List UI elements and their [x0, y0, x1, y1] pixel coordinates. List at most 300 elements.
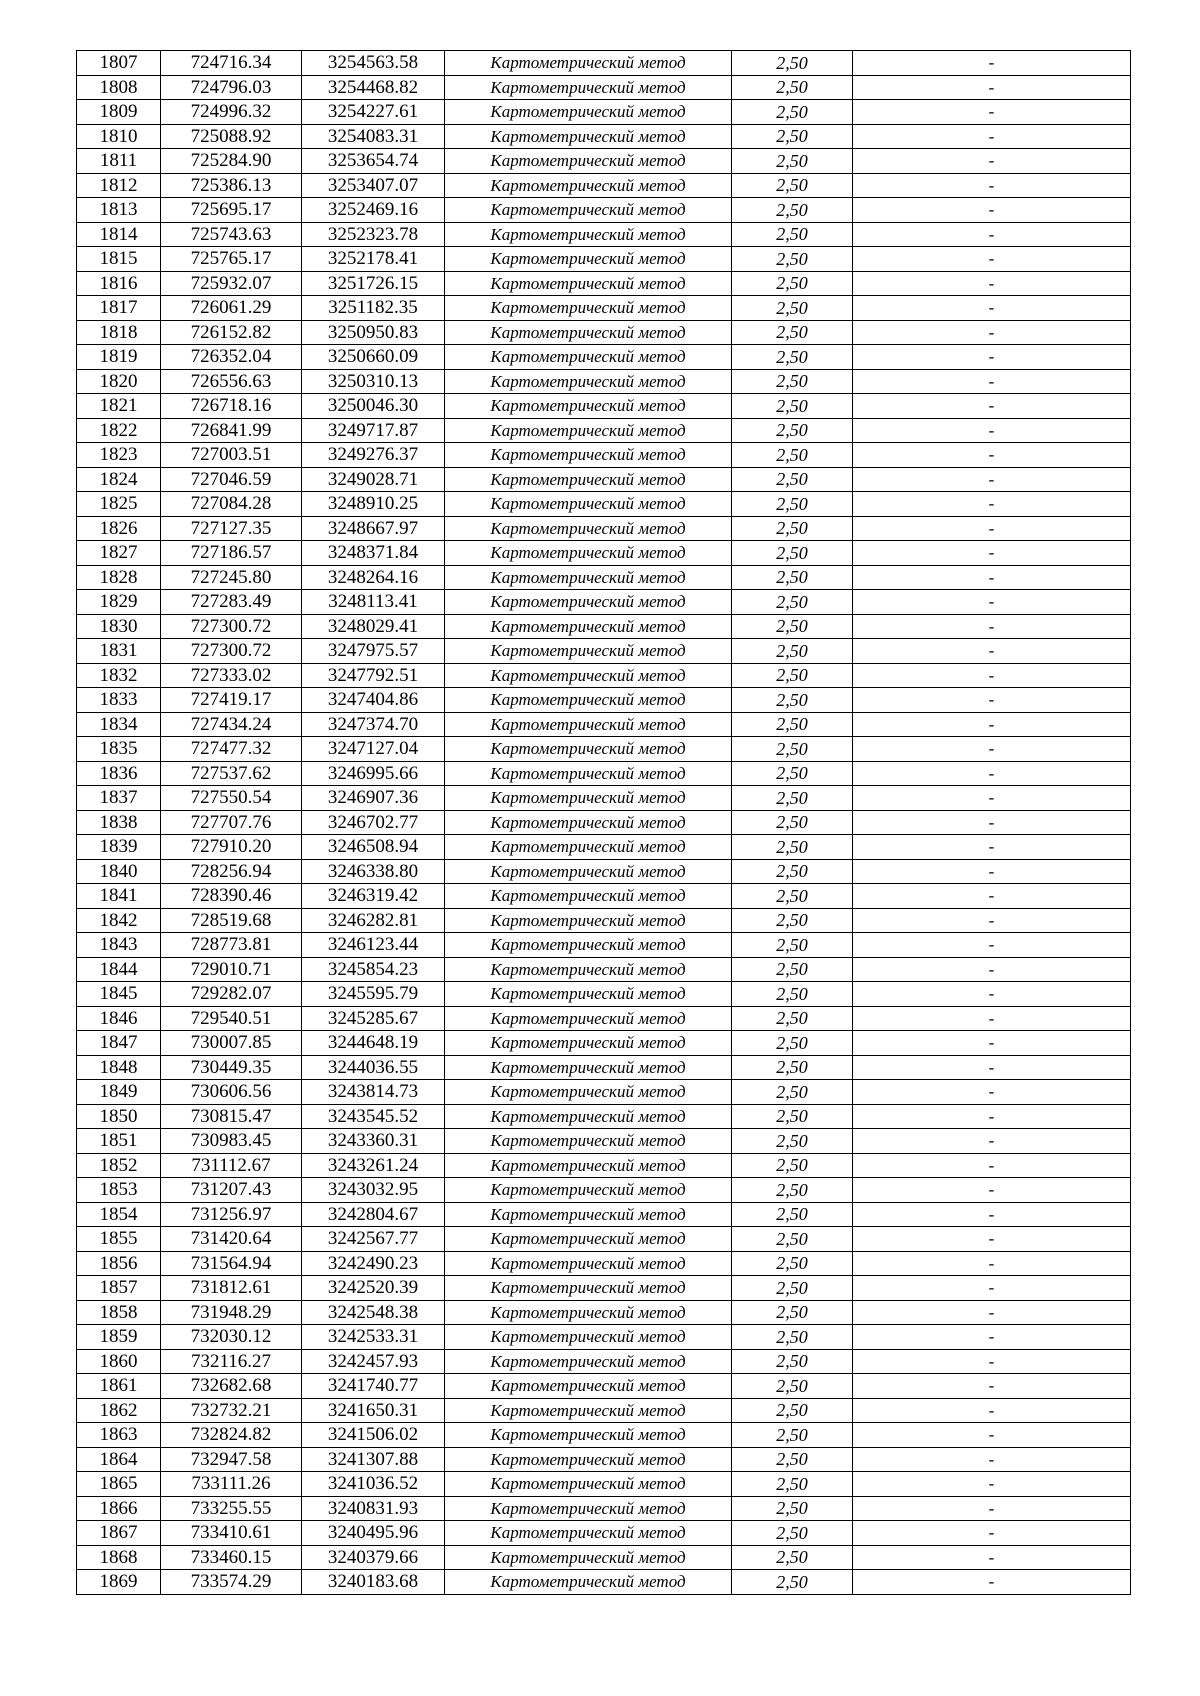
method-cell: Картометрический метод — [445, 810, 732, 835]
x-coordinate-cell: 726061.29 — [161, 296, 302, 321]
point-number-cell: 1827 — [77, 541, 161, 566]
y-coordinate-cell: 3247127.04 — [302, 737, 445, 762]
method-cell: Картометрический метод — [445, 1080, 732, 1105]
accuracy-cell: 2,50 — [732, 786, 853, 811]
method-cell: Картометрический метод — [445, 51, 732, 76]
y-coordinate-cell: 3242457.93 — [302, 1349, 445, 1374]
x-coordinate-cell: 732682.68 — [161, 1374, 302, 1399]
note-cell: - — [853, 737, 1131, 762]
x-coordinate-cell: 725695.17 — [161, 198, 302, 223]
method-cell: Картометрический метод — [445, 1398, 732, 1423]
table-row — [77, 1570, 1131, 1595]
x-coordinate-cell: 725088.92 — [161, 124, 302, 149]
y-coordinate-cell: 3251726.15 — [302, 271, 445, 296]
table-row — [77, 1006, 1131, 1031]
note-cell: - — [853, 908, 1131, 933]
method-cell: Картометрический метод — [445, 75, 732, 100]
accuracy-cell: 2,50 — [732, 1423, 853, 1448]
accuracy-cell: 2,50 — [732, 1374, 853, 1399]
x-coordinate-cell: 732030.12 — [161, 1325, 302, 1350]
x-coordinate-cell: 726718.16 — [161, 394, 302, 419]
accuracy-cell: 2,50 — [732, 859, 853, 884]
y-coordinate-cell: 3246907.36 — [302, 786, 445, 811]
note-cell: - — [853, 100, 1131, 125]
note-cell: - — [853, 320, 1131, 345]
x-coordinate-cell: 728256.94 — [161, 859, 302, 884]
y-coordinate-cell: 3245285.67 — [302, 1006, 445, 1031]
accuracy-cell: 2,50 — [732, 590, 853, 615]
y-coordinate-cell: 3251182.35 — [302, 296, 445, 321]
accuracy-cell: 2,50 — [732, 1202, 853, 1227]
point-number-cell: 1833 — [77, 688, 161, 713]
point-number-cell: 1865 — [77, 1472, 161, 1497]
y-coordinate-cell: 3246319.42 — [302, 884, 445, 909]
x-coordinate-cell: 731948.29 — [161, 1300, 302, 1325]
x-coordinate-cell: 731420.64 — [161, 1227, 302, 1252]
note-cell: - — [853, 688, 1131, 713]
x-coordinate-cell: 732116.27 — [161, 1349, 302, 1374]
accuracy-cell: 2,50 — [732, 761, 853, 786]
note-cell: - — [853, 1521, 1131, 1546]
x-coordinate-cell: 726152.82 — [161, 320, 302, 345]
point-number-cell: 1821 — [77, 394, 161, 419]
x-coordinate-cell: 733460.15 — [161, 1545, 302, 1570]
method-cell: Картометрический метод — [445, 1472, 732, 1497]
accuracy-cell: 2,50 — [732, 1521, 853, 1546]
note-cell: - — [853, 1496, 1131, 1521]
accuracy-cell: 2,50 — [732, 1447, 853, 1472]
accuracy-cell: 2,50 — [732, 149, 853, 174]
note-cell: - — [853, 1472, 1131, 1497]
point-number-cell: 1815 — [77, 247, 161, 272]
method-cell: Картометрический метод — [445, 737, 732, 762]
note-cell: - — [853, 1129, 1131, 1154]
method-cell: Картометрический метод — [445, 884, 732, 909]
x-coordinate-cell: 732824.82 — [161, 1423, 302, 1448]
x-coordinate-cell: 729010.71 — [161, 957, 302, 982]
table-row — [77, 1496, 1131, 1521]
note-cell: - — [853, 835, 1131, 860]
accuracy-cell: 2,50 — [732, 982, 853, 1007]
x-coordinate-cell: 728773.81 — [161, 933, 302, 958]
note-cell: - — [853, 149, 1131, 174]
table-row — [77, 1349, 1131, 1374]
x-coordinate-cell: 727550.54 — [161, 786, 302, 811]
y-coordinate-cell: 3243814.73 — [302, 1080, 445, 1105]
point-number-cell: 1857 — [77, 1276, 161, 1301]
note-cell: - — [853, 1227, 1131, 1252]
y-coordinate-cell: 3246508.94 — [302, 835, 445, 860]
point-number-cell: 1835 — [77, 737, 161, 762]
point-number-cell: 1824 — [77, 467, 161, 492]
note-cell: - — [853, 663, 1131, 688]
y-coordinate-cell: 3246123.44 — [302, 933, 445, 958]
accuracy-cell: 2,50 — [732, 1398, 853, 1423]
method-cell: Картометрический метод — [445, 663, 732, 688]
note-cell: - — [853, 1055, 1131, 1080]
accuracy-cell: 2,50 — [732, 198, 853, 223]
note-cell: - — [853, 565, 1131, 590]
x-coordinate-cell: 733574.29 — [161, 1570, 302, 1595]
y-coordinate-cell: 3244036.55 — [302, 1055, 445, 1080]
table-row — [77, 320, 1131, 345]
method-cell: Картометрический метод — [445, 222, 732, 247]
note-cell: - — [853, 982, 1131, 1007]
x-coordinate-cell: 729540.51 — [161, 1006, 302, 1031]
table-row — [77, 296, 1131, 321]
point-number-cell: 1852 — [77, 1153, 161, 1178]
accuracy-cell: 2,50 — [732, 884, 853, 909]
y-coordinate-cell: 3249028.71 — [302, 467, 445, 492]
note-cell: - — [853, 1374, 1131, 1399]
y-coordinate-cell: 3247404.86 — [302, 688, 445, 713]
accuracy-cell: 2,50 — [732, 467, 853, 492]
note-cell: - — [853, 222, 1131, 247]
note-cell: - — [853, 884, 1131, 909]
note-cell: - — [853, 345, 1131, 370]
note-cell: - — [853, 859, 1131, 884]
table-row — [77, 1300, 1131, 1325]
accuracy-cell: 2,50 — [732, 614, 853, 639]
y-coordinate-cell: 3254083.31 — [302, 124, 445, 149]
accuracy-cell: 2,50 — [732, 320, 853, 345]
accuracy-cell: 2,50 — [732, 1006, 853, 1031]
point-number-cell: 1859 — [77, 1325, 161, 1350]
table-row — [77, 492, 1131, 517]
note-cell: - — [853, 1325, 1131, 1350]
accuracy-cell: 2,50 — [732, 1227, 853, 1252]
table-row — [77, 712, 1131, 737]
method-cell: Картометрический метод — [445, 1227, 732, 1252]
y-coordinate-cell: 3246282.81 — [302, 908, 445, 933]
x-coordinate-cell: 727084.28 — [161, 492, 302, 517]
note-cell: - — [853, 810, 1131, 835]
y-coordinate-cell: 3240183.68 — [302, 1570, 445, 1595]
accuracy-cell: 2,50 — [732, 737, 853, 762]
accuracy-cell: 2,50 — [732, 1472, 853, 1497]
y-coordinate-cell: 3252323.78 — [302, 222, 445, 247]
table-row — [77, 345, 1131, 370]
x-coordinate-cell: 730007.85 — [161, 1031, 302, 1056]
table-row — [77, 1423, 1131, 1448]
method-cell: Картометрический метод — [445, 198, 732, 223]
note-cell: - — [853, 516, 1131, 541]
point-number-cell: 1826 — [77, 516, 161, 541]
point-number-cell: 1842 — [77, 908, 161, 933]
x-coordinate-cell: 727333.02 — [161, 663, 302, 688]
method-cell: Картометрический метод — [445, 1521, 732, 1546]
x-coordinate-cell: 727283.49 — [161, 590, 302, 615]
y-coordinate-cell: 3254468.82 — [302, 75, 445, 100]
note-cell: - — [853, 590, 1131, 615]
x-coordinate-cell: 727910.20 — [161, 835, 302, 860]
point-number-cell: 1850 — [77, 1104, 161, 1129]
point-number-cell: 1869 — [77, 1570, 161, 1595]
method-cell: Картометрический метод — [445, 394, 732, 419]
x-coordinate-cell: 725386.13 — [161, 173, 302, 198]
table-row — [77, 1153, 1131, 1178]
table-row — [77, 222, 1131, 247]
x-coordinate-cell: 731564.94 — [161, 1251, 302, 1276]
y-coordinate-cell: 3250950.83 — [302, 320, 445, 345]
point-number-cell: 1830 — [77, 614, 161, 639]
method-cell: Картометрический метод — [445, 957, 732, 982]
method-cell: Картометрический метод — [445, 296, 732, 321]
y-coordinate-cell: 3242533.31 — [302, 1325, 445, 1350]
method-cell: Картометрический метод — [445, 688, 732, 713]
x-coordinate-cell: 728519.68 — [161, 908, 302, 933]
table-row — [77, 247, 1131, 272]
y-coordinate-cell: 3243360.31 — [302, 1129, 445, 1154]
accuracy-cell: 2,50 — [732, 173, 853, 198]
y-coordinate-cell: 3241307.88 — [302, 1447, 445, 1472]
method-cell: Картометрический метод — [445, 1349, 732, 1374]
method-cell: Картометрический метод — [445, 590, 732, 615]
table-row — [77, 957, 1131, 982]
accuracy-cell: 2,50 — [732, 1153, 853, 1178]
accuracy-cell: 2,50 — [732, 418, 853, 443]
accuracy-cell: 2,50 — [732, 1496, 853, 1521]
x-coordinate-cell: 730449.35 — [161, 1055, 302, 1080]
point-number-cell: 1841 — [77, 884, 161, 909]
x-coordinate-cell: 725284.90 — [161, 149, 302, 174]
note-cell: - — [853, 1276, 1131, 1301]
x-coordinate-cell: 725743.63 — [161, 222, 302, 247]
y-coordinate-cell: 3242490.23 — [302, 1251, 445, 1276]
table-row — [77, 1031, 1131, 1056]
note-cell: - — [853, 1423, 1131, 1448]
point-number-cell: 1862 — [77, 1398, 161, 1423]
accuracy-cell: 2,50 — [732, 100, 853, 125]
x-coordinate-cell: 727434.24 — [161, 712, 302, 737]
method-cell: Картометрический метод — [445, 320, 732, 345]
y-coordinate-cell: 3253654.74 — [302, 149, 445, 174]
note-cell: - — [853, 1104, 1131, 1129]
point-number-cell: 1840 — [77, 859, 161, 884]
method-cell: Картометрический метод — [445, 1006, 732, 1031]
x-coordinate-cell: 726841.99 — [161, 418, 302, 443]
x-coordinate-cell: 728390.46 — [161, 884, 302, 909]
accuracy-cell: 2,50 — [732, 1570, 853, 1595]
method-cell: Картометрический метод — [445, 100, 732, 125]
x-coordinate-cell: 732732.21 — [161, 1398, 302, 1423]
y-coordinate-cell: 3243261.24 — [302, 1153, 445, 1178]
table-row — [77, 884, 1131, 909]
accuracy-cell: 2,50 — [732, 1325, 853, 1350]
table-row — [77, 1129, 1131, 1154]
note-cell: - — [853, 614, 1131, 639]
method-cell: Картометрический метод — [445, 1055, 732, 1080]
table-row — [77, 51, 1131, 76]
y-coordinate-cell: 3248910.25 — [302, 492, 445, 517]
method-cell: Картометрический метод — [445, 835, 732, 860]
table-row — [77, 663, 1131, 688]
note-cell: - — [853, 247, 1131, 272]
table-row — [77, 75, 1131, 100]
point-number-cell: 1844 — [77, 957, 161, 982]
note-cell: - — [853, 394, 1131, 419]
y-coordinate-cell: 3245854.23 — [302, 957, 445, 982]
method-cell: Картометрический метод — [445, 933, 732, 958]
method-cell: Картометрический метод — [445, 1276, 732, 1301]
table-row — [77, 1202, 1131, 1227]
table-row — [77, 1545, 1131, 1570]
method-cell: Картометрический метод — [445, 271, 732, 296]
method-cell: Картометрический метод — [445, 467, 732, 492]
point-number-cell: 1829 — [77, 590, 161, 615]
y-coordinate-cell: 3246995.66 — [302, 761, 445, 786]
note-cell: - — [853, 271, 1131, 296]
accuracy-cell: 2,50 — [732, 247, 853, 272]
x-coordinate-cell: 727707.76 — [161, 810, 302, 835]
x-coordinate-cell: 724996.32 — [161, 100, 302, 125]
method-cell: Картометрический метод — [445, 1325, 732, 1350]
point-number-cell: 1861 — [77, 1374, 161, 1399]
table-row — [77, 1325, 1131, 1350]
y-coordinate-cell: 3250310.13 — [302, 369, 445, 394]
point-number-cell: 1819 — [77, 345, 161, 370]
note-cell: - — [853, 1031, 1131, 1056]
point-number-cell: 1851 — [77, 1129, 161, 1154]
point-number-cell: 1808 — [77, 75, 161, 100]
method-cell: Картометрический метод — [445, 1447, 732, 1472]
point-number-cell: 1846 — [77, 1006, 161, 1031]
table-row — [77, 1521, 1131, 1546]
y-coordinate-cell: 3240379.66 — [302, 1545, 445, 1570]
table-row — [77, 1472, 1131, 1497]
point-number-cell: 1814 — [77, 222, 161, 247]
point-number-cell: 1825 — [77, 492, 161, 517]
point-number-cell: 1831 — [77, 639, 161, 664]
accuracy-cell: 2,50 — [732, 1178, 853, 1203]
point-number-cell: 1812 — [77, 173, 161, 198]
y-coordinate-cell: 3248113.41 — [302, 590, 445, 615]
y-coordinate-cell: 3248029.41 — [302, 614, 445, 639]
table-row — [77, 418, 1131, 443]
note-cell: - — [853, 786, 1131, 811]
x-coordinate-cell: 733111.26 — [161, 1472, 302, 1497]
table-row — [77, 614, 1131, 639]
point-number-cell: 1868 — [77, 1545, 161, 1570]
note-cell: - — [853, 492, 1131, 517]
table-row — [77, 516, 1131, 541]
point-number-cell: 1822 — [77, 418, 161, 443]
table-row — [77, 982, 1131, 1007]
x-coordinate-cell: 730983.45 — [161, 1129, 302, 1154]
note-cell: - — [853, 541, 1131, 566]
method-cell: Картометрический метод — [445, 761, 732, 786]
method-cell: Картометрический метод — [445, 614, 732, 639]
note-cell: - — [853, 51, 1131, 76]
method-cell: Картометрический метод — [445, 1545, 732, 1570]
accuracy-cell: 2,50 — [732, 51, 853, 76]
table-row — [77, 541, 1131, 566]
table-row — [77, 1080, 1131, 1105]
y-coordinate-cell: 3250046.30 — [302, 394, 445, 419]
point-number-cell: 1864 — [77, 1447, 161, 1472]
table-row — [77, 761, 1131, 786]
method-cell: Картометрический метод — [445, 1031, 732, 1056]
method-cell: Картометрический метод — [445, 443, 732, 468]
y-coordinate-cell: 3242567.77 — [302, 1227, 445, 1252]
x-coordinate-cell: 733255.55 — [161, 1496, 302, 1521]
point-number-cell: 1845 — [77, 982, 161, 1007]
coordinates-table-body — [77, 51, 1131, 1595]
x-coordinate-cell: 726352.04 — [161, 345, 302, 370]
method-cell: Картометрический метод — [445, 345, 732, 370]
method-cell: Картометрический метод — [445, 565, 732, 590]
point-number-cell: 1834 — [77, 712, 161, 737]
y-coordinate-cell: 3253407.07 — [302, 173, 445, 198]
point-number-cell: 1843 — [77, 933, 161, 958]
accuracy-cell: 2,50 — [732, 639, 853, 664]
x-coordinate-cell: 724716.34 — [161, 51, 302, 76]
note-cell: - — [853, 198, 1131, 223]
y-coordinate-cell: 3250660.09 — [302, 345, 445, 370]
point-number-cell: 1855 — [77, 1227, 161, 1252]
point-number-cell: 1848 — [77, 1055, 161, 1080]
point-number-cell: 1856 — [77, 1251, 161, 1276]
method-cell: Картометрический метод — [445, 1129, 732, 1154]
y-coordinate-cell: 3246338.80 — [302, 859, 445, 884]
table-row — [77, 639, 1131, 664]
point-number-cell: 1853 — [77, 1178, 161, 1203]
note-cell: - — [853, 173, 1131, 198]
method-cell: Картометрический метод — [445, 1104, 732, 1129]
accuracy-cell: 2,50 — [732, 1300, 853, 1325]
accuracy-cell: 2,50 — [732, 271, 853, 296]
note-cell: - — [853, 1545, 1131, 1570]
note-cell: - — [853, 1178, 1131, 1203]
method-cell: Картометрический метод — [445, 418, 732, 443]
table-row — [77, 467, 1131, 492]
point-number-cell: 1832 — [77, 663, 161, 688]
method-cell: Картометрический метод — [445, 1153, 732, 1178]
note-cell: - — [853, 1398, 1131, 1423]
accuracy-cell: 2,50 — [732, 1129, 853, 1154]
table-row — [77, 1251, 1131, 1276]
note-cell: - — [853, 639, 1131, 664]
accuracy-cell: 2,50 — [732, 222, 853, 247]
x-coordinate-cell: 729282.07 — [161, 982, 302, 1007]
point-number-cell: 1836 — [77, 761, 161, 786]
note-cell: - — [853, 467, 1131, 492]
method-cell: Картометрический метод — [445, 1570, 732, 1595]
method-cell: Картометрический метод — [445, 173, 732, 198]
accuracy-cell: 2,50 — [732, 516, 853, 541]
point-number-cell: 1828 — [77, 565, 161, 590]
table-row — [77, 590, 1131, 615]
x-coordinate-cell: 727046.59 — [161, 467, 302, 492]
y-coordinate-cell: 3242804.67 — [302, 1202, 445, 1227]
table-row — [77, 688, 1131, 713]
table-row — [77, 271, 1131, 296]
point-number-cell: 1858 — [77, 1300, 161, 1325]
point-number-cell: 1823 — [77, 443, 161, 468]
table-row — [77, 1398, 1131, 1423]
method-cell: Картометрический метод — [445, 639, 732, 664]
method-cell: Картометрический метод — [445, 1251, 732, 1276]
table-row — [77, 1055, 1131, 1080]
point-number-cell: 1866 — [77, 1496, 161, 1521]
table-row — [77, 1276, 1131, 1301]
method-cell: Картометрический метод — [445, 1202, 732, 1227]
note-cell: - — [853, 1080, 1131, 1105]
y-coordinate-cell: 3241036.52 — [302, 1472, 445, 1497]
point-number-cell: 1837 — [77, 786, 161, 811]
note-cell: - — [853, 957, 1131, 982]
y-coordinate-cell: 3248264.16 — [302, 565, 445, 590]
